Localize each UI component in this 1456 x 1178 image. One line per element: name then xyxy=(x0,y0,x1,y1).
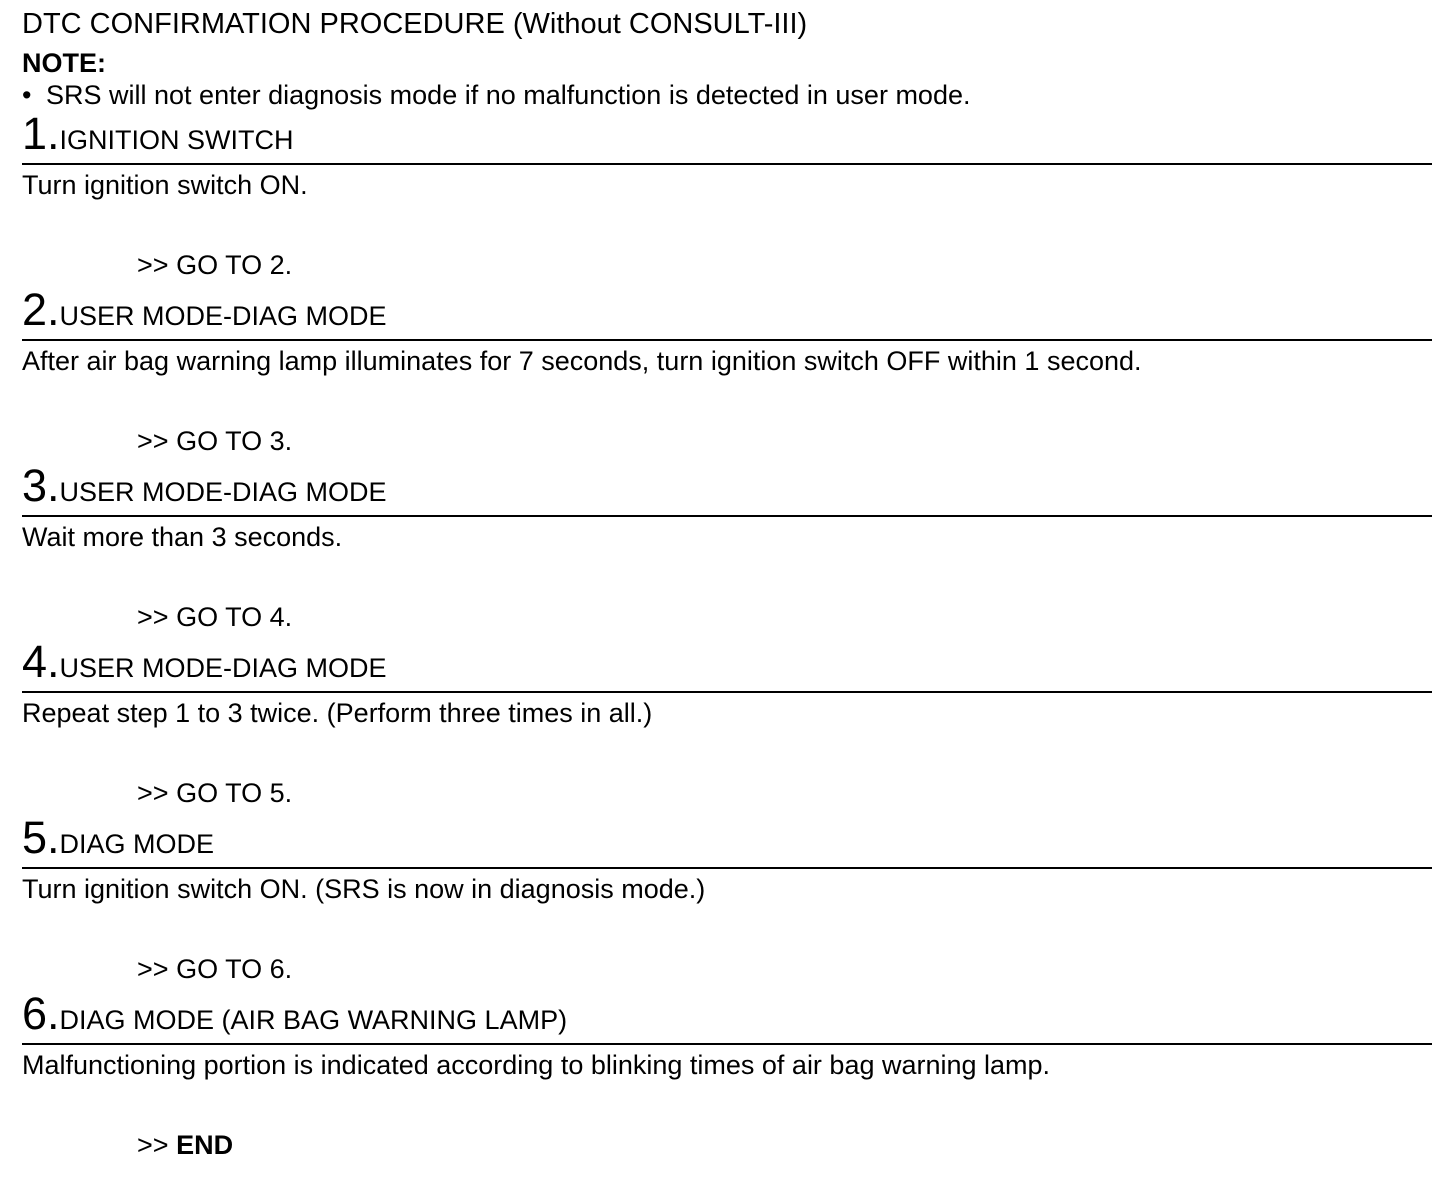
next-target: GO TO 2. xyxy=(176,250,293,280)
step-divider xyxy=(22,339,1432,341)
step-number: 5. xyxy=(22,812,60,863)
step-heading xyxy=(22,636,387,688)
step-number: 1. xyxy=(22,108,60,159)
step-3 xyxy=(22,460,1432,636)
step-title: IGNITION SWITCH xyxy=(59,125,294,155)
step-next-link[interactable] xyxy=(137,954,292,985)
step-4 xyxy=(22,636,1432,812)
step-number: 3. xyxy=(22,460,60,511)
step-next-link[interactable] xyxy=(137,426,292,457)
next-target: GO TO 4. xyxy=(176,602,293,632)
next-arrow: >> xyxy=(137,426,169,456)
next-arrow: >> xyxy=(137,778,169,808)
step-title: DIAG MODE xyxy=(59,829,215,859)
step-heading xyxy=(22,988,567,1040)
note-label: NOTE: xyxy=(22,48,106,78)
next-target: GO TO 3. xyxy=(176,426,293,456)
next-arrow: >> xyxy=(137,602,169,632)
next-arrow: >> xyxy=(137,1130,169,1160)
step-next-link[interactable] xyxy=(137,602,292,633)
page-title: DTC CONFIRMATION PROCEDURE (Without CONSULT-III) xyxy=(22,8,808,40)
step-instruction: Turn ignition switch ON. xyxy=(22,170,308,200)
step-6 xyxy=(22,988,1432,1164)
step-title: USER MODE-DIAG MODE xyxy=(59,653,387,683)
step-number: 4. xyxy=(22,636,60,687)
step-end-link[interactable] xyxy=(137,1130,233,1161)
step-divider xyxy=(22,515,1432,517)
next-target: GO TO 5. xyxy=(176,778,293,808)
step-1 xyxy=(22,108,1432,284)
step-divider xyxy=(22,1043,1432,1045)
step-heading xyxy=(22,284,387,336)
step-heading xyxy=(22,812,214,864)
step-instruction: Turn ignition switch ON. (SRS is now in diagnosis mode.) xyxy=(22,874,706,904)
next-arrow: >> xyxy=(137,250,169,280)
step-5 xyxy=(22,812,1432,988)
next-arrow: >> xyxy=(137,954,169,984)
step-next-link[interactable] xyxy=(137,778,292,809)
step-next-link[interactable] xyxy=(137,250,292,281)
step-instruction: Repeat step 1 to 3 twice. (Perform three times in all.) xyxy=(22,698,653,728)
step-divider xyxy=(22,691,1432,693)
step-heading xyxy=(22,108,294,160)
step-title: USER MODE-DIAG MODE xyxy=(59,477,387,507)
step-title: DIAG MODE (AIR BAG WARNING LAMP) xyxy=(59,1005,568,1035)
step-number: 6. xyxy=(22,988,60,1039)
step-title: USER MODE-DIAG MODE xyxy=(59,301,387,331)
step-divider xyxy=(22,867,1432,869)
note-item xyxy=(22,80,971,111)
step-number: 2. xyxy=(22,284,60,335)
end-label: END xyxy=(176,1130,234,1160)
step-instruction: Wait more than 3 seconds. xyxy=(22,522,343,552)
step-instruction: After air bag warning lamp illuminates for 7 seconds, turn ignition switch OFF within 1 second. xyxy=(22,346,1142,376)
step-2 xyxy=(22,284,1432,460)
bullet-icon: • xyxy=(22,80,32,110)
step-heading xyxy=(22,460,387,512)
note-text: SRS will not enter diagnosis mode if no malfunction is detected in user mode. xyxy=(46,80,971,110)
step-divider xyxy=(22,163,1432,165)
step-instruction: Malfunctioning portion is indicated according to blinking times of air bag warning lamp. xyxy=(22,1050,1051,1080)
next-target: GO TO 6. xyxy=(176,954,293,984)
